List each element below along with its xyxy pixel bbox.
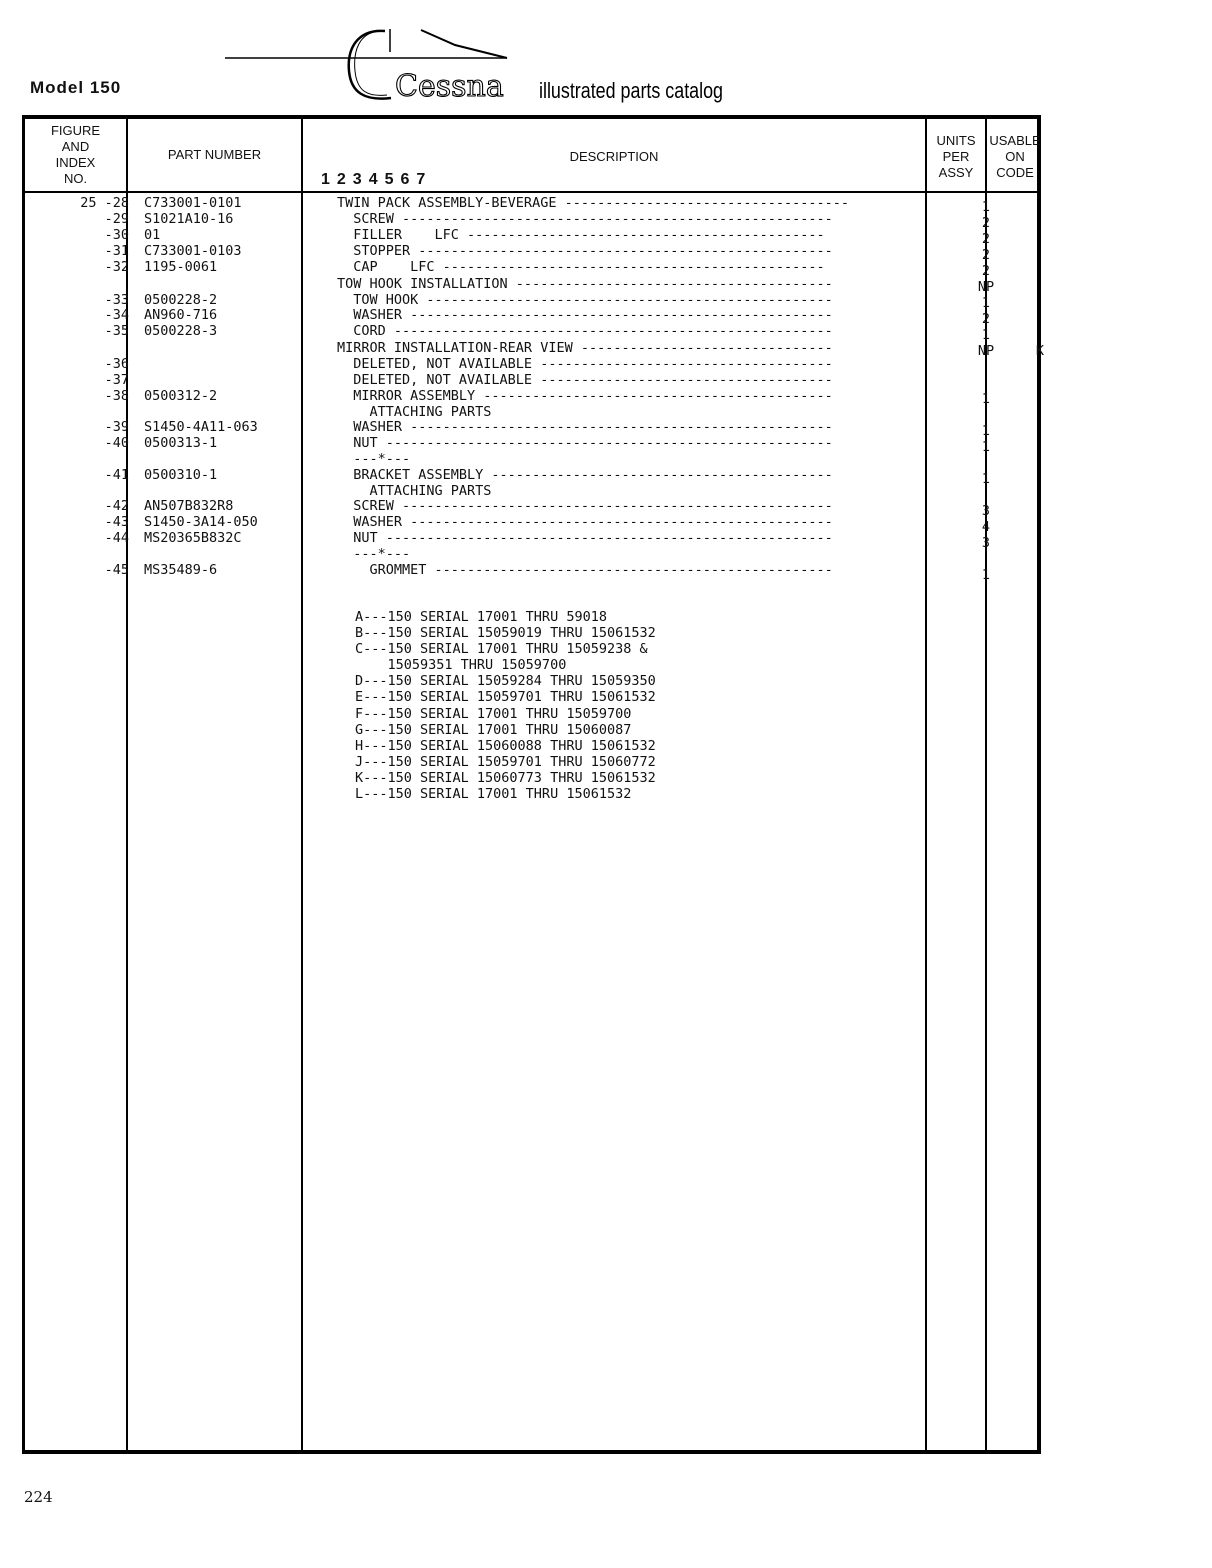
usable-code-cell — [1000, 567, 1080, 583]
usable-code-cell — [1000, 471, 1080, 487]
figure-index-cell: -40 — [104, 435, 129, 451]
units-per-assy-cell: 4 — [981, 519, 991, 535]
usable-code-cell — [1000, 360, 1080, 376]
usable-code-cell — [1000, 199, 1080, 215]
units-per-assy-cell: 1 — [981, 567, 991, 583]
units-per-assy-cell: NP — [977, 343, 995, 359]
description-cell: ---*--- — [337, 451, 411, 467]
header-units: UNITS PER ASSY — [936, 133, 976, 180]
units-per-assy-cell: 2 — [981, 231, 991, 247]
part-number-cell: 0500228-2 — [144, 292, 218, 308]
description-cell: ---*--- — [337, 546, 411, 562]
model-label: Model 150 — [30, 78, 122, 97]
description-cell: TOW HOOK INSTALLATION --------------------------------------- — [337, 276, 833, 292]
figure-index-cell — [43, 546, 129, 562]
serial-note-line: A---150 SERIAL 17001 THRU 59018 — [355, 609, 607, 625]
part-number-cell: S1450-3A14-050 — [144, 514, 258, 530]
figure-index-cell: -34 — [104, 307, 129, 323]
units-per-assy-cell: 1 — [981, 471, 991, 487]
figure-index-cell: 25 -28 — [80, 195, 129, 211]
description-cell: BRACKET ASSEMBLY ------------------------------------------ — [337, 467, 833, 483]
description-cell: MIRROR ASSEMBLY ------------------------------------------- — [337, 388, 833, 404]
figure-index-cell: -42 — [104, 498, 129, 514]
figure-index-cell — [43, 340, 129, 356]
usable-code-cell — [1000, 439, 1080, 455]
figure-index-cell — [43, 276, 129, 292]
units-per-assy-cell: 1 — [981, 199, 991, 215]
figure-index-cell: -36 — [104, 356, 129, 372]
figure-index-cell: -39 — [104, 419, 129, 435]
parts-table — [22, 115, 1045, 1454]
usable-code-cell — [1000, 215, 1080, 231]
units-per-assy-cell: 1 — [981, 327, 991, 343]
usable-code-cell: K — [1035, 343, 1045, 359]
serial-note-line: H---150 SERIAL 15060088 THRU 15061532 — [355, 737, 656, 754]
header-figure: FIGURE AND INDEX NO. — [50, 123, 101, 186]
usable-code-cell — [1000, 263, 1080, 279]
description-cell: ATTACHING PARTS — [337, 404, 492, 420]
description-cell: NUT ------------------------------------------------------- — [337, 530, 833, 546]
part-number-cell: C733001-0101 — [144, 195, 242, 211]
description-cell: WASHER ---------------------------------------------------- — [337, 514, 833, 530]
cessna-logo — [225, 25, 735, 105]
units-per-assy-cell: 1 — [981, 391, 991, 407]
usable-code-cell — [1000, 535, 1080, 551]
description-cell: STOPPER --------------------------------------------------- — [337, 243, 833, 259]
usable-code-cell — [1000, 423, 1080, 439]
figure-index-cell: -33 — [104, 292, 129, 308]
description-cell: GROMMET ------------------------------------------------- — [337, 562, 833, 578]
serial-note-line: L---150 SERIAL 17001 THRU 15061532 — [355, 786, 632, 803]
usable-code-cell — [1000, 519, 1080, 535]
header-usable-code: USABLE ON CODE — [989, 133, 1041, 180]
figure-index-cell: -45 — [104, 562, 129, 578]
part-number-cell: 1195-0061 — [144, 259, 218, 275]
part-number-cell: S1450-4A11-063 — [144, 419, 258, 435]
description-cell: MIRROR INSTALLATION-REAR VIEW ------------------------------- — [337, 340, 833, 356]
usable-code-cell — [1000, 391, 1080, 407]
description-cell: SCREW ----------------------------------------------------- — [337, 211, 833, 227]
figure-index-cell: -35 — [104, 323, 129, 339]
description-cell: DELETED, NOT AVAILABLE ------------------------------------ — [337, 372, 833, 388]
serial-notes — [355, 609, 656, 802]
usable-code-cell — [1000, 295, 1080, 311]
description-cell: ATTACHING PARTS — [337, 483, 492, 499]
description-cell: CAP LFC ----------------------------------------------- — [337, 259, 825, 275]
serial-note-line: K---150 SERIAL 15060773 THRU 15061532 — [355, 769, 656, 786]
part-number-cell: MS20365B832C — [144, 530, 242, 546]
indent-level-marker: 1234567 — [321, 171, 433, 188]
figure-index-cell: -44 — [104, 530, 129, 546]
serial-note-line: D---150 SERIAL 15059284 THRU 15059350 — [355, 673, 656, 690]
usable-code-cell — [1000, 327, 1080, 343]
figure-index-cell: -29 — [104, 211, 129, 227]
description-cell: FILLER LFC -------------------------------------------- — [337, 227, 825, 243]
part-number-cell: C733001-0103 — [144, 243, 242, 259]
units-per-assy-cell: 2 — [981, 247, 991, 263]
description-cell: TWIN PACK ASSEMBLY-BEVERAGE ----------------------------------- — [337, 195, 850, 211]
part-number-cell: MS35489-6 — [144, 562, 218, 578]
usable-code-cell — [1000, 408, 1080, 424]
serial-note-line: G---150 SERIAL 17001 THRU 15060087 — [355, 721, 632, 738]
serial-note-line: J---150 SERIAL 15059701 THRU 15060772 — [355, 753, 656, 770]
figure-index-cell: -30 — [104, 227, 129, 243]
part-number-cell: 0500313-1 — [144, 435, 218, 451]
figure-index-cell: -43 — [104, 514, 129, 530]
figure-index-cell — [43, 451, 129, 467]
usable-code-cell — [1000, 279, 1080, 295]
units-per-assy-cell: 2 — [981, 263, 991, 279]
description-cell: SCREW ----------------------------------------------------- — [337, 498, 833, 514]
units-per-assy-cell: 2 — [981, 215, 991, 231]
units-per-assy-cell: NP — [977, 279, 995, 295]
serial-note-line: 15059351 THRU 15059700 — [355, 657, 567, 674]
usable-code-cell — [1000, 487, 1080, 503]
part-number-cell: 0500312-2 — [144, 388, 218, 404]
catalog-title: illustrated parts catalog — [539, 78, 723, 103]
header-description: DESCRIPTION — [569, 149, 659, 164]
description-cell: WASHER ---------------------------------------------------- — [337, 307, 833, 323]
figure-index-cell — [43, 404, 129, 420]
page-number: 224 — [24, 1488, 53, 1506]
units-per-assy-cell: 3 — [981, 535, 991, 551]
units-per-assy-cell: 2 — [981, 311, 991, 327]
serial-note-line: C---150 SERIAL 17001 THRU 15059238 & — [355, 641, 648, 658]
usable-code-cell — [1000, 247, 1080, 263]
serial-note-line: F---150 SERIAL 17001 THRU 15059700 — [355, 705, 632, 722]
serial-note-line: E---150 SERIAL 15059701 THRU 15061532 — [355, 689, 656, 706]
part-number-cell: 01 — [144, 227, 161, 243]
description-cell: WASHER ---------------------------------------------------- — [337, 419, 833, 435]
part-number-cell: 0500310-1 — [144, 467, 218, 483]
figure-index-cell — [43, 483, 129, 499]
units-per-assy-cell: 1 — [981, 439, 991, 455]
part-number-cell: AN960-716 — [144, 307, 218, 323]
figure-index-cell: -32 — [104, 259, 129, 275]
column-divider — [301, 119, 303, 1450]
column-divider — [925, 119, 927, 1450]
figure-index-cell: -31 — [104, 243, 129, 259]
description-cell: CORD ------------------------------------------------------ — [337, 323, 833, 339]
units-per-assy-cell: 3 — [981, 503, 991, 519]
figure-index-cell: -38 — [104, 388, 129, 404]
figure-index-cell: -37 — [104, 372, 129, 388]
usable-code-cell — [1000, 550, 1080, 566]
part-number-cell: S1021A10-16 — [144, 211, 234, 227]
serial-note-line: B---150 SERIAL 15059019 THRU 15061532 — [355, 625, 656, 642]
usable-code-cell — [1000, 455, 1080, 471]
usable-code-cell — [1000, 376, 1080, 392]
usable-code-cell — [1000, 503, 1080, 519]
units-per-assy-cell: 1 — [981, 295, 991, 311]
units-per-assy-cell: 1 — [981, 423, 991, 439]
usable-code-cell — [1000, 311, 1080, 327]
description-cell: NUT ------------------------------------------------------- — [337, 435, 833, 451]
header-divider — [25, 191, 1037, 193]
description-cell: DELETED, NOT AVAILABLE ------------------------------------ — [337, 356, 833, 372]
figure-index-cell: -41 — [104, 467, 129, 483]
part-number-cell: AN507B832R8 — [144, 498, 234, 514]
part-number-cell: 0500228-3 — [144, 323, 218, 339]
brand-text: Cessna — [395, 69, 504, 104]
header-part-number: PART NUMBER — [167, 147, 262, 162]
description-cell: TOW HOOK -------------------------------------------------- — [337, 292, 833, 308]
usable-code-cell — [1000, 231, 1080, 247]
